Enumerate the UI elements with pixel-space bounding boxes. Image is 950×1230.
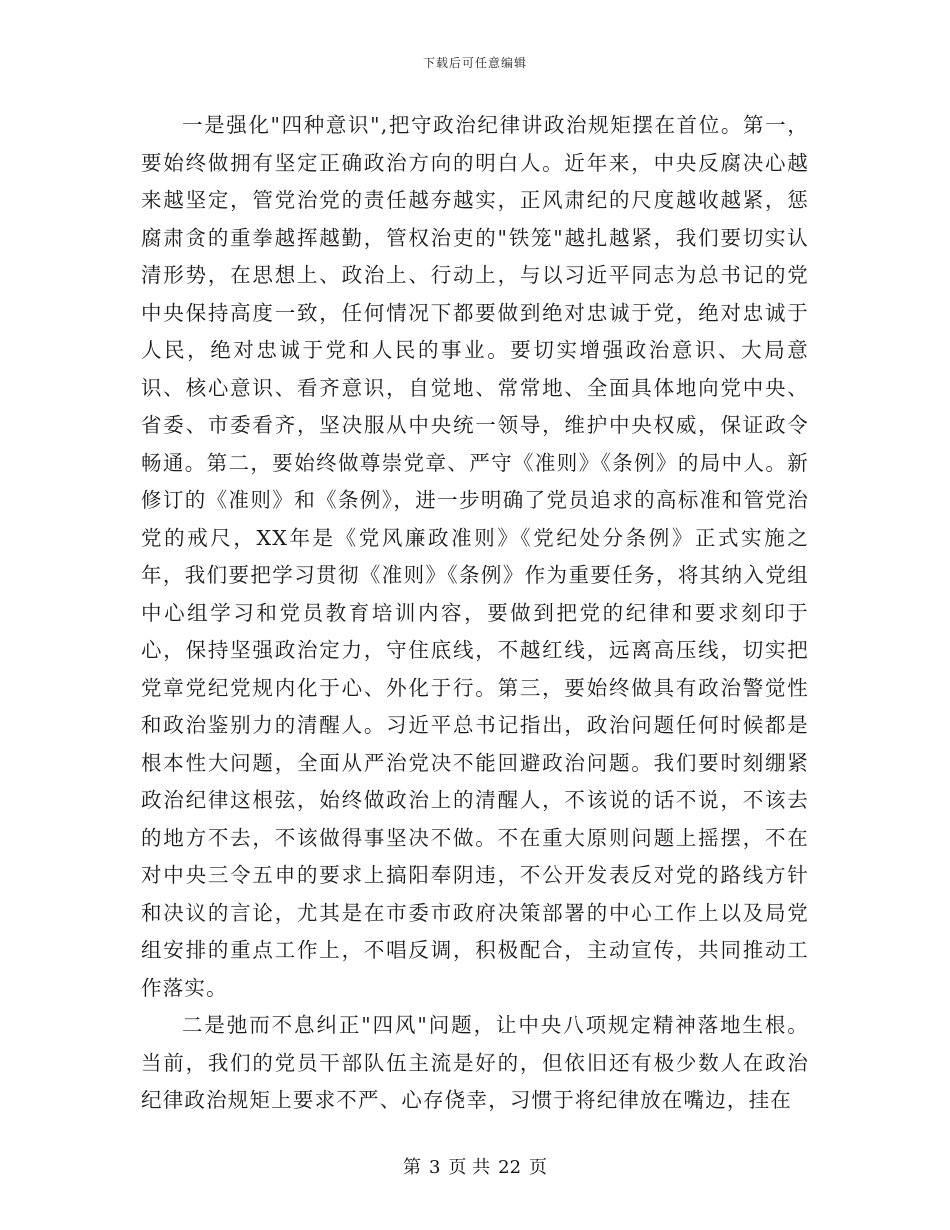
document-body [141, 107, 809, 1120]
footer-total-pages: 22 [498, 1157, 522, 1178]
footer-suffix: 页 [529, 1157, 548, 1178]
paragraph-2: 二是弛而不息纠正"四风"问题，让中央八项规定精神落地生根。当前，我们的党员干部队伍主流是好的，但依旧还有极少数人在政治纪律政治规矩上要求不严、心存侥幸，习惯于将纪律放在嘴边，挂在 [141, 1013, 809, 1112]
paragraph-1: 一是强化"四种意识",把守政治纪律讲政治规矩摆在首位。第一，要始终做拥有坚定正确政治方向的明白人。近年来，中央反腐决心越来越坚定，管党治党的责任越夯越实，正风肃纪的尺度越收越紧，惩腐肃贪的重拳越挥越勤，管权治吏的"铁笼"越扎越紧，我们要切实认清形势，在思想上、政治上、行动上，与以习近平同志为总书记的党中央保持高度一致，任何情况下都要做到绝对忠诚于党，绝对忠诚于人民，绝对忠诚于党和人民的事业。要切实增强政治意识、大局意识、核心意识、看齐意识，自觉地、常常地、全面具体地向党中央、省委、市委看齐，坚决服从中央统一领导，维护中央权威，保证政令畅通。第二，要始终做尊崇党章、严守《准则》《条例》的局中人。新修订的《准则》和《条例》，进一步明确了党员追求的高标准和管党治党的戒尺，XX年是《党风廉政准则》《党纪处分条例》正式实施之年，我们要把学习贯彻《准则》《条例》作为重要任务，将其纳入党组中心组学习和党员教育培训内容，要做到把党的纪律和要求刻印于心，保持坚强政治定力，守住底线，不越红线，远离高压线，切实把党章党纪党规内化于心、外化于行。第三，要始终做具有政治警觉性和政治鉴别力的清醒人。习近平总书记指出，政治问题任何时候都是根本性大问题，全面从严治党决不能回避政治问题。我们要时刻绷紧政治纪律这根弦，始终做政治上的清醒人，不该说的话不说，不该去的地方不去，不该做得事坚决不做。不在重大原则问题上摇摆，不在对中央三令五申的要求上搞阳奉阴违，不公开发表反对党的路线方针和决议的言论，尤其是在市委市政府决策部署的中心工作上以及局党组安排的重点工作上，不唱反调，积极配合，主动宣传，共同推动工作落实。 [141, 113, 809, 1000]
footer-current-page: 3 [428, 1157, 441, 1178]
page-footer [0, 1153, 950, 1179]
page-header-note: 下载后可任意编辑 [422, 56, 527, 70]
footer-prefix: 第 [402, 1157, 421, 1178]
footer-middle: 页 共 [448, 1157, 491, 1178]
